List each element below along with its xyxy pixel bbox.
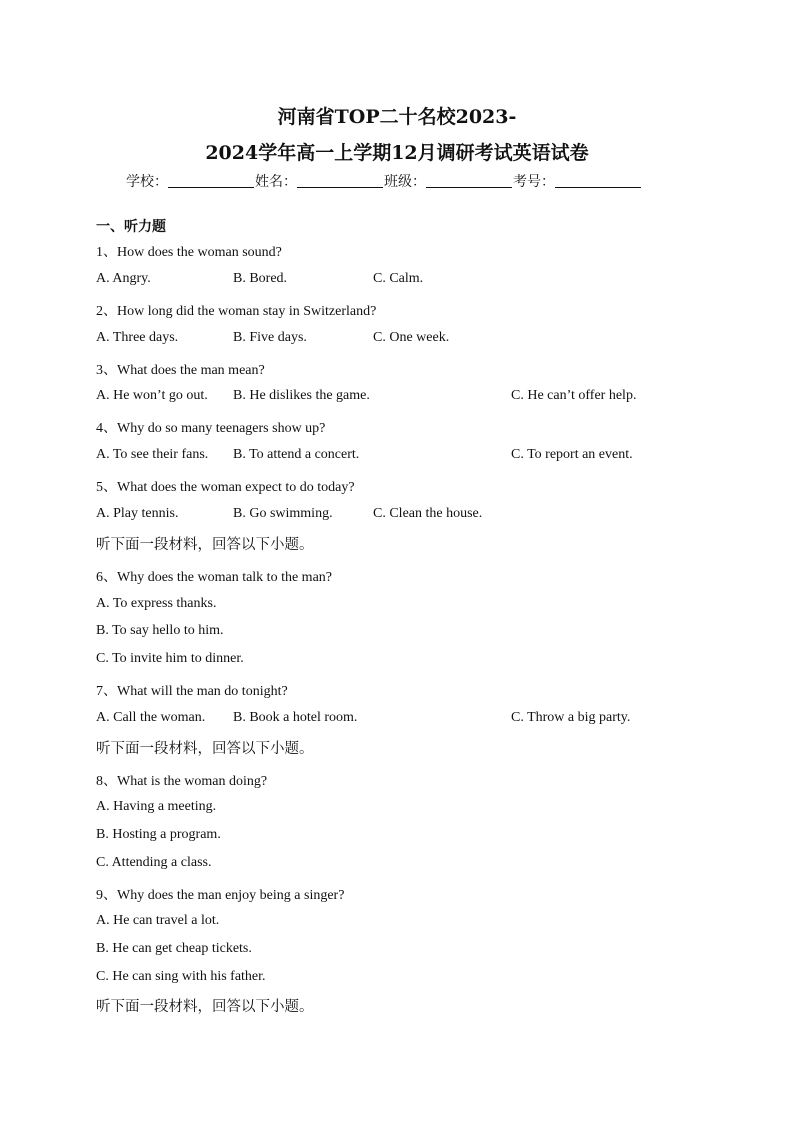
question-4: 4、Why do so many teenagers show up? [96,421,326,436]
q6-option-c: C. To invite him to dinner. [96,651,244,666]
q8-option-b: B. Hosting a program. [96,827,221,842]
question-1: 1、How does the woman sound? [96,245,282,260]
question-2: 2、How long did the woman stay in Switzerland? [96,304,377,319]
question-8: 8、What is the woman doing? [96,774,268,789]
q3-option-b: B. He dislikes the game. [233,388,370,403]
q1-option-b: B. Bored. [233,271,288,286]
name-blank[interactable] [297,173,383,188]
q2-option-c: C. One week. [373,330,450,345]
q1-option-c: C. Calm. [373,271,424,286]
number-blank[interactable] [555,173,641,188]
q7-option-a: A. Call the woman. [96,710,206,725]
exam-title-line-2: 2024学年高一上学期12月调研考试英语试卷 [205,142,589,164]
q2-option-b: B. Five days. [233,330,307,345]
question-6: 6、Why does the woman talk to the man? [96,570,332,585]
question-9: 9、Why does the man enjoy being a singer? [96,888,345,903]
q6-option-a: A. To express thanks. [96,596,217,611]
q3-option-c: C. He can’t offer help. [511,388,637,403]
school-blank[interactable] [168,173,254,188]
instruction-listen-3: 听下面一段材料，回答以下小题。 [96,999,314,1015]
question-7: 7、What will the man do tonight? [96,684,288,699]
name-label: 姓名： [255,174,297,190]
student-info-row [126,171,642,191]
q9-option-a: A. He can travel a lot. [96,913,220,928]
instruction-listen-1: 听下面一段材料，回答以下小题。 [96,537,314,553]
q5-option-b: B. Go swimming. [233,506,333,521]
q3-option-a: A. He won’t go out. [96,388,208,403]
q2-option-a: A. Three days. [96,330,179,345]
question-5: 5、What does the woman expect to do today? [96,480,355,495]
q9-option-c: C. He can sing with his father. [96,969,266,984]
section-heading: 一、听力题 [96,219,166,235]
number-label: 考号： [513,174,555,190]
class-label: 班级： [384,174,426,190]
q7-option-c: C. Throw a big party. [511,710,631,725]
question-3: 3、What does the man mean? [96,363,265,378]
q1-option-a: A. Angry. [96,271,151,286]
instruction-listen-2: 听下面一段材料，回答以下小题。 [96,741,314,757]
q8-option-a: A. Having a meeting. [96,799,217,814]
q9-option-b: B. He can get cheap tickets. [96,941,252,956]
q6-option-b: B. To say hello to him. [96,623,224,638]
q5-option-a: A. Play tennis. [96,506,179,521]
q4-option-c: C. To report an event. [511,447,633,462]
school-label: 学校： [126,174,168,190]
q8-option-c: C. Attending a class. [96,855,212,870]
class-blank[interactable] [426,173,512,188]
q4-option-a: A. To see their fans. [96,447,209,462]
exam-title-line-1: 河南省TOP二十名校2023- [277,106,517,128]
q7-option-b: B. Book a hotel room. [233,710,358,725]
q4-option-b: B. To attend a concert. [233,447,360,462]
q5-option-c: C. Clean the house. [373,506,483,521]
